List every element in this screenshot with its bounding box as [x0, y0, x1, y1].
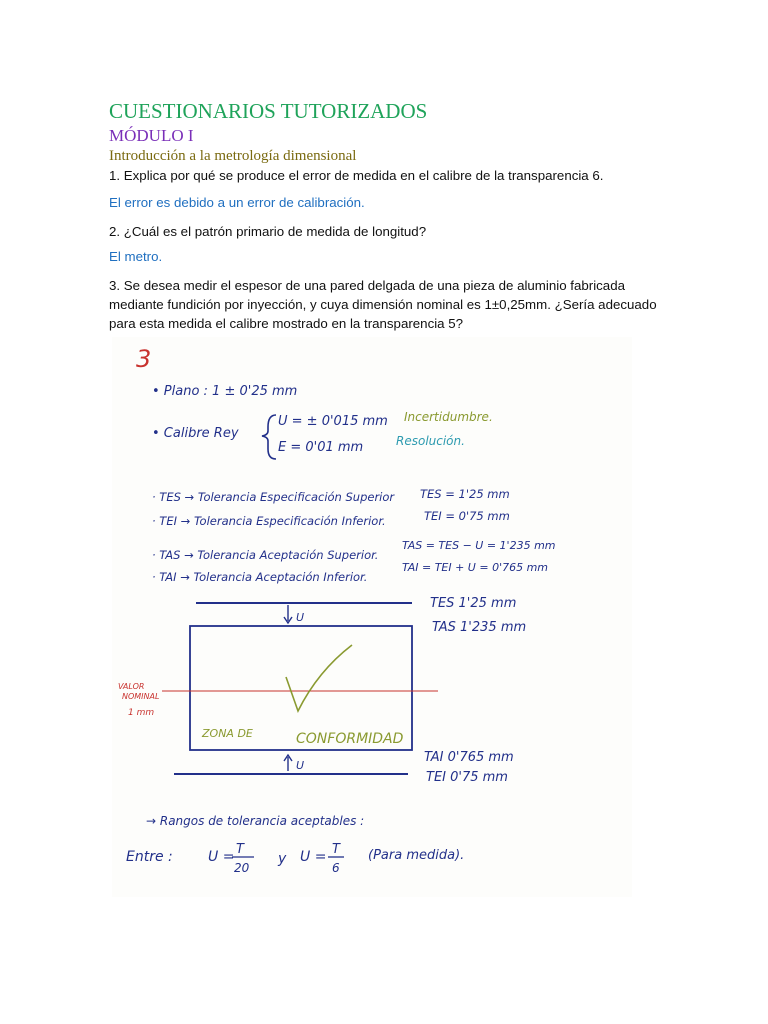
hw-t-1: T: [236, 842, 244, 857]
question-3-line-2: mediante fundición por inyección, y cuya dimensión nominal es 1±0,25mm. ¿Sería adecuado: [109, 297, 657, 312]
hw-tei-label: TEI 0'75 mm: [426, 770, 508, 785]
hw-nominal: NOMINAL: [122, 692, 160, 701]
hw-u-eq-1: U =: [208, 849, 235, 865]
question-2: 2. ¿Cuál es el patrón primario de medida de longitud?: [109, 224, 427, 239]
hw-n20: 20: [234, 861, 250, 875]
hw-valor: VALOR: [118, 682, 145, 691]
hw-u-top: U: [296, 611, 305, 624]
question-3-line-1: 3. Se desea medir el espesor de una pared delgada de una pieza de aluminio fabricada: [109, 278, 625, 293]
hw-tai-label: TAI 0'765 mm: [424, 750, 514, 765]
hw-tes-val: TES = 1'25 mm: [420, 487, 510, 501]
hw-tai-val: TAI = TEI + U = 0'765 mm: [402, 561, 549, 574]
hw-tes-label: TES 1'25 mm: [430, 596, 517, 611]
hw-u-note: Incertidumbre.: [404, 410, 493, 424]
module-heading: MÓDULO I: [109, 126, 194, 145]
hw-y: y: [278, 851, 287, 867]
hw-e-line: E = 0'01 mm: [278, 440, 364, 455]
handwritten-answer-scan: [112, 337, 632, 897]
hw-zona2: CONFORMIDAD: [296, 731, 404, 747]
section-subtitle: Introducción a la metrología dimensional: [109, 148, 357, 164]
hw-calibre: • Calibre Rey: [152, 426, 239, 441]
hw-number: 3: [136, 345, 152, 373]
question-3-line-3: para esta medida el calibre mostrado en la transparencia 5?: [109, 316, 464, 331]
hw-tai-def: · TAI → Tolerancia Aceptación Inferior.: [152, 570, 368, 584]
hw-entre: Entre :: [126, 849, 173, 865]
hw-tei-def: · TEI → Tolerancia Especificación Inferior.: [152, 514, 386, 528]
hw-tas-label: TAS 1'235 mm: [432, 620, 527, 635]
hw-para-medida: (Para medida).: [368, 848, 465, 863]
question-1: 1. Explica por qué se produce el error de medida en el calibre de la transparencia 6.: [109, 168, 604, 183]
hw-brace: [262, 415, 276, 459]
hw-u-eq-2: U =: [300, 849, 327, 865]
handwritten-notes: [112, 337, 632, 897]
hw-tes-def: · TES → Tolerancia Especificación Superior: [152, 490, 395, 504]
hw-n6: 6: [332, 861, 340, 875]
hw-u-line: U = ± 0'015 mm: [278, 414, 388, 429]
hw-e-note: Resolución.: [396, 434, 465, 448]
hw-plano: • Plano : 1 ± 0'25 mm: [152, 384, 298, 399]
hw-tas-val: TAS = TES − U = 1'235 mm: [402, 539, 556, 552]
hw-tei-val: TEI = 0'75 mm: [424, 509, 510, 523]
answer-2: El metro.: [109, 249, 163, 264]
hw-tas-def: · TAS → Tolerancia Aceptación Superior.: [152, 548, 379, 562]
hw-t-2: T: [332, 842, 340, 857]
hw-zona1: ZONA DE: [202, 727, 253, 740]
hw-u-bottom: U: [296, 759, 305, 772]
hw-rangos: → Rangos de tolerancia aceptables :: [146, 814, 365, 828]
checkmark: [286, 645, 352, 711]
document-title: CUESTIONARIOS TUTORIZADOS: [109, 99, 428, 123]
hw-one-mm: 1 mm: [128, 708, 155, 718]
answer-1: El error es debido a un error de calibración.: [109, 195, 365, 210]
